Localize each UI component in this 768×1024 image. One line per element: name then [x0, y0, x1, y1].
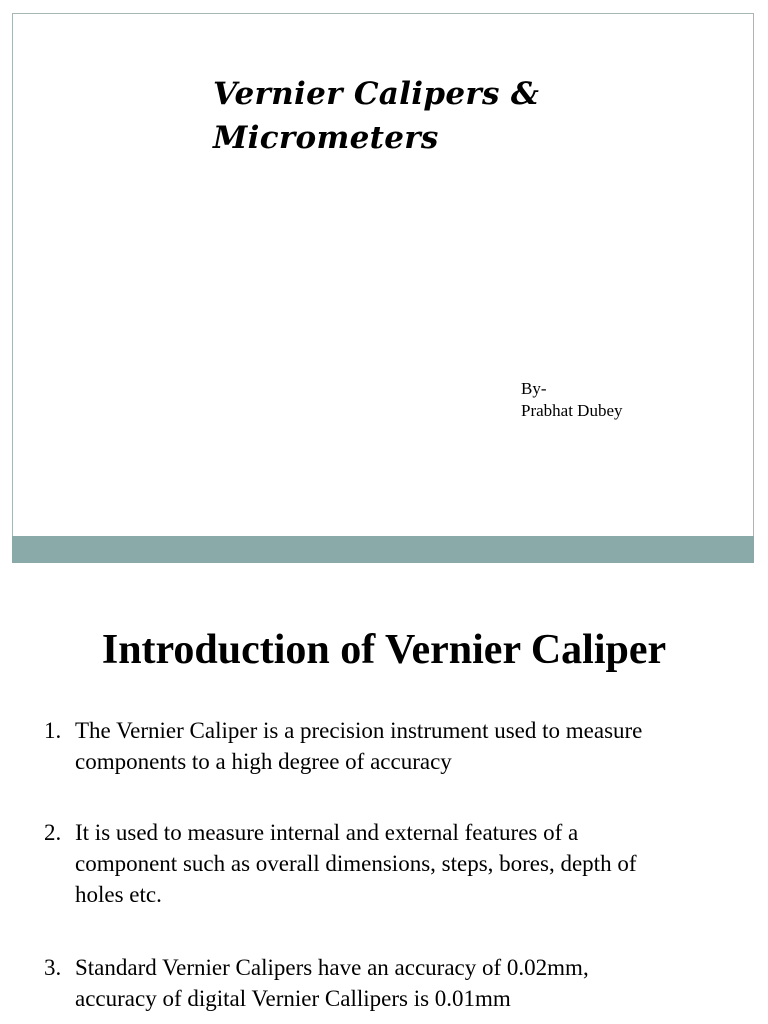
- slide-title-line: Vernier Calipers &: [213, 76, 540, 112]
- list-number: 2.: [44, 820, 62, 845]
- intro-list: [44, 715, 744, 1014]
- list-item-line: component such as overall dimensions, steps, bores, depth of: [75, 851, 637, 876]
- list-item-line: The Vernier Caliper is a precision instrument used to measure: [75, 718, 643, 743]
- slide-title-line: Micrometers: [213, 120, 439, 156]
- author-name: Prabhat Dubey: [521, 401, 623, 420]
- list-item: [44, 952, 744, 1014]
- intro-heading: Introduction of Vernier Caliper: [101, 627, 667, 673]
- list-item: [44, 715, 744, 777]
- list-item-line: accuracy of digital Vernier Callipers is 0.01mm: [75, 986, 511, 1011]
- intro-slide: [0, 578, 768, 1024]
- list-item-line: holes etc.: [75, 882, 162, 907]
- slide-title: [213, 72, 633, 160]
- list-item: [44, 817, 744, 910]
- author-byline: [521, 378, 623, 422]
- title-slide: [12, 13, 754, 563]
- byline-label: By-: [521, 379, 547, 398]
- list-number: 3.: [44, 955, 62, 980]
- list-item-line: It is used to measure internal and external features of a: [75, 820, 579, 845]
- footer-band: [12, 536, 754, 563]
- list-item-line: components to a high degree of accuracy: [75, 749, 452, 774]
- list-number: 1.: [44, 718, 62, 743]
- list-item-line: Standard Vernier Calipers have an accuracy of 0.02mm,: [75, 955, 589, 980]
